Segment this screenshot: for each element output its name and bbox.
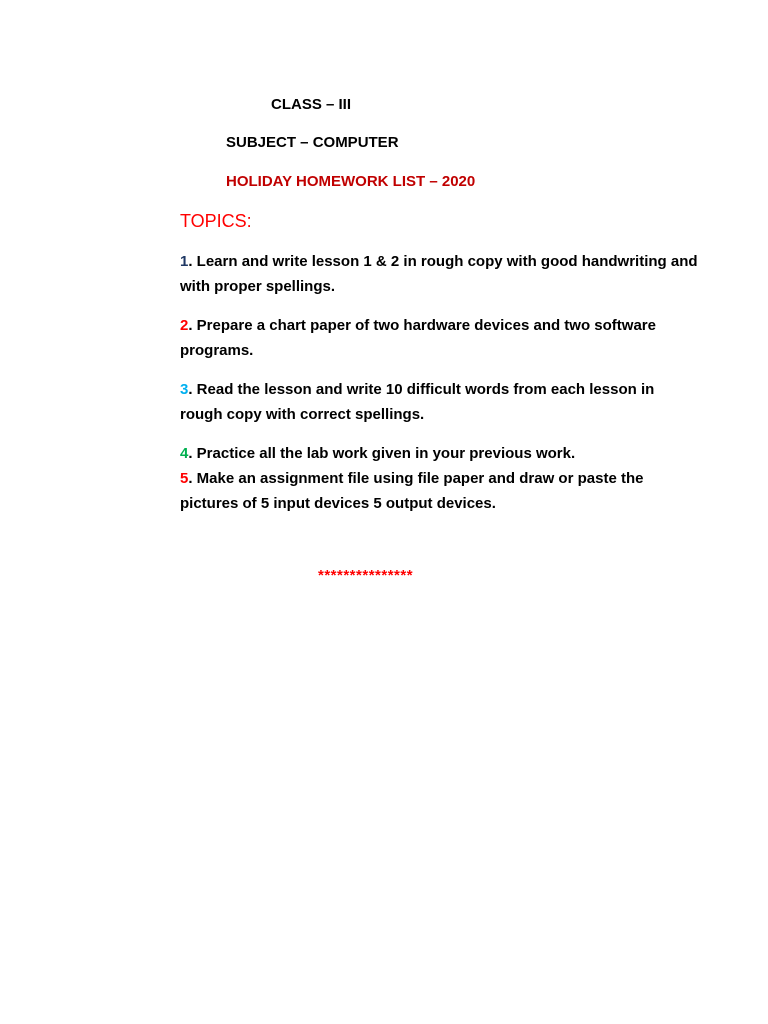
- topic-item: [180, 313, 700, 363]
- homework-list-title: HOLIDAY HOMEWORK LIST – 2020: [226, 173, 476, 190]
- topic-number: 5: [180, 470, 189, 487]
- topic-text: . Make an assignment file using file paper and draw or paste the pictures of 5 input devices 5 output devices.: [180, 470, 644, 512]
- topic-number: 3: [180, 381, 189, 398]
- topic-item: [180, 466, 700, 516]
- class-heading: CLASS – III: [271, 96, 352, 113]
- topic-number: 2: [180, 317, 189, 334]
- topic-number: 4: [180, 445, 189, 462]
- topic-text: . Read the lesson and write 10 difficult words from each lesson in rough copy with correct spellings.: [180, 381, 655, 423]
- topic-item: [180, 249, 700, 299]
- subject-heading: SUBJECT – COMPUTER: [226, 134, 399, 151]
- topic-text: . Prepare a chart paper of two hardware devices and two software programs.: [180, 317, 656, 359]
- topic-text: . Learn and write lesson 1 & 2 in rough copy with good handwriting and with proper spellings.: [180, 253, 698, 295]
- topics-heading: TOPICS:: [180, 211, 252, 231]
- topic-text: . Practice all the lab work given in your previous work.: [188, 445, 576, 462]
- topic-number: 1: [180, 253, 189, 270]
- end-marker: ***************: [318, 567, 414, 584]
- topic-item: [180, 441, 700, 466]
- topic-item: [180, 377, 700, 427]
